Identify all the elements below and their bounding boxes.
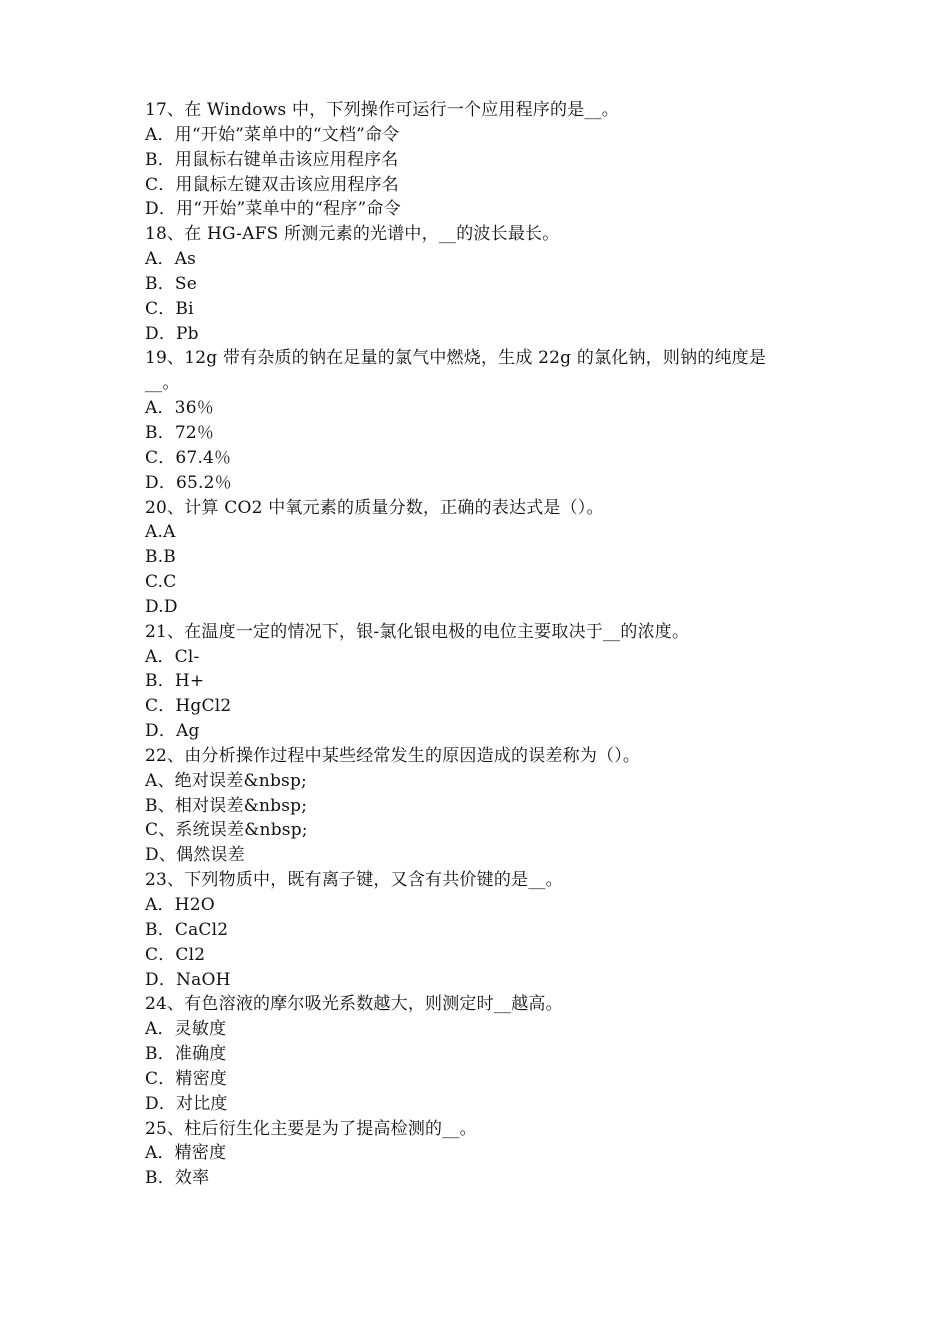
- question-23-stem: 23、下列物质中，既有离子键，又含有共价键的是__。: [145, 870, 563, 891]
- option-22-b: B、相对误差&nbsp;: [145, 795, 308, 816]
- question-24-stem: 24、有色溶液的摩尔吸光系数越大，则测定时__越高。: [145, 994, 563, 1015]
- option-24-c: C．精密度: [145, 1068, 228, 1089]
- option-22-a: A、绝对误差&nbsp;: [145, 770, 307, 791]
- option-20-b: B.B: [145, 547, 176, 568]
- option-23-c: C．Cl2: [145, 944, 206, 965]
- option-18-b: B．Se: [145, 273, 197, 294]
- option-20-a: A.A: [145, 522, 176, 543]
- option-17-d: D．用“开始”菜单中的“程序”命令: [145, 199, 401, 220]
- question-19-stem-line-1: 19、12g 带有杂质的钠在足量的氯气中燃烧，生成 22g 的氯化钠，则钠的纯度是: [145, 348, 767, 369]
- option-24-a: A．灵敏度: [145, 1019, 227, 1040]
- option-21-a: A．Cl-: [145, 646, 200, 667]
- option-22-c: C、系统误差&nbsp;: [145, 820, 308, 841]
- option-24-b: B．准确度: [145, 1044, 227, 1065]
- option-21-d: D．Ag: [145, 721, 200, 742]
- question-21-stem: 21、在温度一定的情况下，银-氯化银电极的电位主要取决于__的浓度。: [145, 621, 690, 642]
- option-21-b: B．H+: [145, 671, 205, 692]
- option-19-b: B．72％: [145, 422, 215, 443]
- question-text-block: [145, 98, 810, 1191]
- option-25-b: B．效率: [145, 1168, 210, 1189]
- question-22-stem: 22、由分析操作过程中某些经常发生的原因造成的误差称为（）。: [145, 745, 641, 766]
- option-18-d: D．Pb: [145, 323, 199, 344]
- question-25-stem: 25、柱后衍生化主要是为了提高检测的__。: [145, 1118, 477, 1139]
- question-20-stem: 20、计算 CO2 中氧元素的质量分数，正确的表达式是（）。: [145, 497, 604, 518]
- option-18-c: C．Bi: [145, 298, 194, 319]
- option-21-c: C．HgCl2: [145, 696, 232, 717]
- option-20-d: D.D: [145, 596, 178, 617]
- option-23-a: A．H2O: [145, 895, 215, 915]
- option-19-c: C．67.4％: [145, 447, 232, 468]
- option-22-d: D、偶然误差: [145, 845, 245, 866]
- option-20-c: C.C: [145, 572, 177, 593]
- option-17-c: C．用鼠标左键双击该应用程序名: [145, 174, 400, 195]
- option-19-a: A．36％: [145, 398, 214, 419]
- option-18-a: A．As: [145, 249, 197, 270]
- option-24-d: D．对比度: [145, 1093, 228, 1114]
- option-23-b: B．CaCl2: [145, 919, 229, 940]
- option-17-b: B．用鼠标右键单击该应用程序名: [145, 149, 399, 170]
- option-19-d: D．65.2％: [145, 472, 232, 493]
- option-23-d: D．NaOH: [145, 969, 231, 990]
- question-19-stem-line-2: __。: [145, 373, 180, 394]
- question-17-stem: 17、在 Windows 中，下列操作可运行一个应用程序的是__。: [145, 100, 619, 120]
- option-17-a: A．用“开始”菜单中的“文档”命令: [145, 124, 400, 145]
- option-25-a: A．精密度: [145, 1143, 227, 1164]
- question-18-stem: 18、在 HG-AFS 所测元素的光谱中，__的波长最长。: [145, 224, 560, 245]
